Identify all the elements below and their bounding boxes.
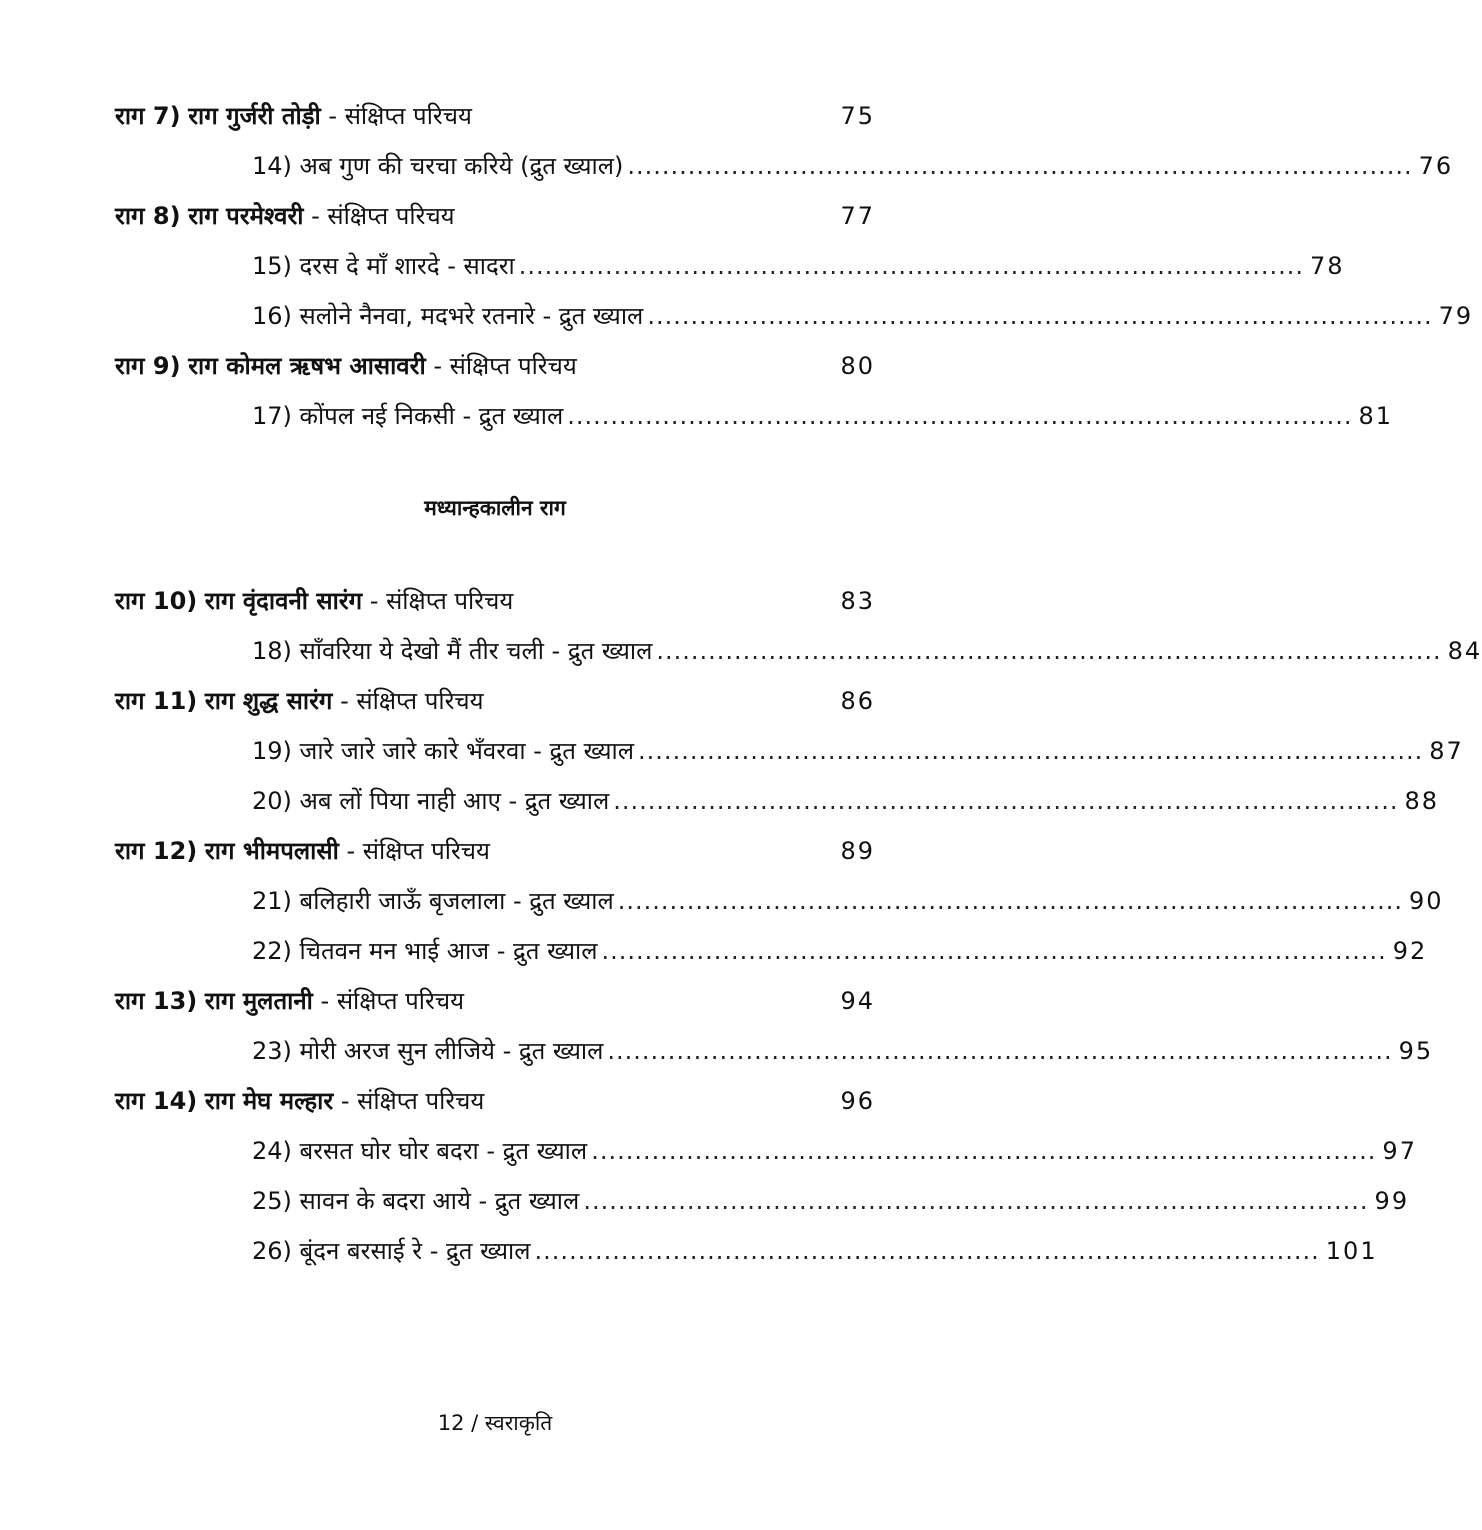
song-title: 25) सावन के बदरा आये - द्रुत ख्याल (252, 1187, 580, 1215)
page-number: 94 (840, 987, 875, 1015)
page-number: 101 (1325, 1237, 1378, 1265)
song-title: 15) दरस दे माँ शारदे - सादरा (252, 252, 515, 280)
toc-raga-row[interactable] (115, 981, 875, 1021)
page-number: 89 (840, 837, 875, 865)
page-number: 90 (1408, 887, 1444, 915)
dot-leader: ........................................................................................... (613, 787, 1399, 815)
toc-song-row[interactable] (252, 881, 1444, 921)
song-title: 21) बलिहारी जाऊँ बृजलाला - द्रुत ख्याल (252, 887, 614, 915)
raga-name: राग गुर्जरी तोड़ी (188, 102, 321, 130)
raga-suffix: - संक्षिप्त परिचय (320, 987, 464, 1015)
dot-leader: ........................................................................................... (607, 1037, 1393, 1065)
song-title: 14) अब गुण की चरचा करिये (द्रुत ख्याल) (252, 152, 624, 180)
toc-raga-row[interactable] (115, 681, 875, 721)
page-number: 79 (1438, 302, 1474, 330)
raga-number: राग 9) (115, 352, 181, 380)
toc-song-row[interactable] (252, 296, 1474, 336)
page-number: 86 (840, 687, 875, 715)
toc-song-row[interactable] (252, 931, 1428, 971)
raga-suffix: - संक्षिप्त परिचय (340, 687, 484, 715)
song-title: 26) बूंदन बरसाई रे - द्रुत ख्याल (252, 1237, 531, 1265)
page-number: 96 (840, 1087, 875, 1115)
page-number: 95 (1398, 1037, 1434, 1065)
page-number: 78 (1309, 252, 1345, 280)
page-number: 99 (1374, 1187, 1410, 1215)
dot-leader: ........................................................................................... (647, 302, 1433, 330)
raga-name: राग परमेश्वरी (188, 202, 304, 230)
raga-number: राग 11) (115, 687, 198, 715)
raga-name: राग वृंदावनी सारंग (204, 587, 363, 615)
raga-number: राग 13) (115, 987, 198, 1015)
song-title: 16) सलोने नैनवा, मदभरे रतनारे - द्रुत ख्याल (252, 302, 644, 330)
dot-leader: ........................................................................................... (627, 152, 1413, 180)
toc-song-row[interactable] (252, 146, 1454, 186)
song-title: 24) बरसत घोर घोर बदरा - द्रुत ख्याल (252, 1137, 588, 1165)
toc-song-row[interactable] (252, 731, 1464, 771)
raga-name: राग मेघ मल्हार (204, 1087, 334, 1115)
raga-suffix: - संक्षिप्त परिचय (433, 352, 577, 380)
dot-leader: ........................................................................................... (591, 1137, 1377, 1165)
page-number: 92 (1392, 937, 1428, 965)
toc-raga-row[interactable] (115, 196, 875, 236)
page-number: 97 (1382, 1137, 1417, 1165)
raga-suffix: - संक्षिप्त परिचय (311, 202, 455, 230)
page-number: 84 (1447, 637, 1482, 665)
toc-song-row[interactable] (252, 1181, 1410, 1221)
toc-song-row[interactable] (252, 396, 1394, 436)
page-number: 76 (1418, 152, 1454, 180)
raga-name: राग मुलतानी (204, 987, 313, 1015)
dot-leader: ........................................................................................... (656, 637, 1442, 665)
raga-number: राग 7) (115, 102, 181, 130)
page-number: 88 (1404, 787, 1440, 815)
toc-song-row[interactable] (252, 1031, 1434, 1071)
section-heading: मध्यान्हकालीन राग (424, 496, 566, 520)
page-number: 81 (1358, 402, 1394, 430)
page-number: 75 (840, 102, 875, 130)
page-number: 80 (840, 352, 875, 380)
raga-suffix: - संक्षिप्त परिचय (346, 837, 490, 865)
song-title: 22) चितवन मन भाई आज - द्रुत ख्याल (252, 937, 598, 965)
dot-leader: ........................................................................................... (567, 402, 1353, 430)
raga-suffix: - संक्षिप्त परिचय (328, 102, 472, 130)
raga-suffix: - संक्षिप्त परिचय (369, 587, 514, 615)
raga-number: राग 10) (115, 587, 198, 615)
raga-suffix: - संक्षिप्त परिचय (340, 1087, 485, 1115)
toc-song-row[interactable] (252, 1231, 1378, 1271)
song-title: 19) जारे जारे जारे कारे भँवरवा - द्रुत ख्याल (252, 737, 635, 765)
raga-number: राग 8) (115, 202, 181, 230)
dot-leader: ........................................................................................... (534, 1237, 1320, 1265)
toc-song-row[interactable] (252, 1131, 1417, 1171)
song-title: 18) साँवरिया ये देखो मैं तीर चली - द्रुत ख्याल (252, 637, 653, 665)
page-number: 77 (840, 202, 875, 230)
toc-song-row[interactable] (252, 781, 1440, 821)
page-number: 83 (840, 587, 875, 615)
toc-raga-row[interactable] (115, 96, 875, 136)
raga-number: राग 14) (115, 1087, 198, 1115)
page-footer: 12 / स्वराकृति (437, 1411, 553, 1435)
toc-raga-row[interactable] (115, 1081, 875, 1121)
dot-leader: ........................................................................................... (601, 937, 1387, 965)
toc-song-row[interactable] (252, 246, 1345, 286)
raga-name: राग भीमपलासी (204, 837, 339, 865)
dot-leader: ........................................................................................... (638, 737, 1424, 765)
song-title: 20) अब लों पिया नाही आए - द्रुत ख्याल (252, 787, 610, 815)
dot-leader: ........................................................................................... (617, 887, 1403, 915)
toc-raga-row[interactable] (115, 831, 875, 871)
toc-raga-row[interactable] (115, 346, 875, 386)
raga-number: राग 12) (115, 837, 198, 865)
dot-leader: ........................................................................................... (518, 252, 1304, 280)
song-title: 23) मोरी अरज सुन लीजिये - द्रुत ख्याल (252, 1037, 604, 1065)
toc-song-row[interactable] (252, 631, 1482, 671)
toc-raga-row[interactable] (115, 581, 875, 621)
dot-leader: ........................................................................................... (583, 1187, 1369, 1215)
raga-name: राग शुद्ध सारंग (204, 687, 333, 715)
page-number: 87 (1429, 737, 1464, 765)
song-title: 17) कोंपल नई निकसी - द्रुत ख्याल (252, 402, 564, 430)
raga-name: राग कोमल ऋषभ आसावरी (188, 352, 426, 380)
